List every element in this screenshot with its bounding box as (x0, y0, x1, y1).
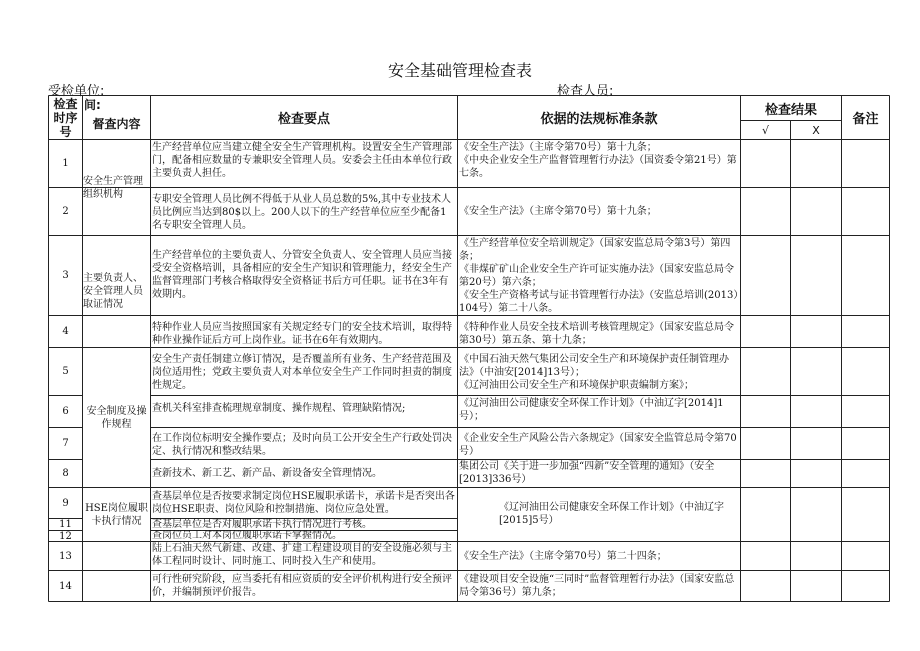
row-number: 7 (62, 438, 69, 449)
row-points: 查机关科室排查梳理规章制度、操作规程、管理缺陷情况; (152, 403, 406, 414)
row-points: 安全生产责任制建立修订情况，是否覆盖所有业务、生产经营范围及岗位适用性；党政主要负责人对本单位安全生产工作同时担责的制度性规定。 (152, 354, 452, 391)
row-basis: 《中国石油天然气集团公司安全生产和环境保护责任制管理办法》（中油安[2014]13号）； 《辽河油田公司安全生产和环境保护职责编制方案》； (459, 354, 729, 391)
header-seq-line1: 检查 (53, 96, 78, 111)
row-basis: 《安全生产法》（主席令第70号）第十九条； (459, 206, 657, 217)
row-number: 6 (62, 406, 69, 417)
header-basis: 依据的法规标准条款 (540, 112, 658, 127)
header-result: 检查结果 (764, 102, 817, 118)
inspected-unit-label: 受检单位: (48, 84, 105, 99)
row-number: 12 (59, 531, 72, 541)
group-content: HSE岗位履职卡执行情况 (85, 502, 148, 527)
row-points: 可行性研究阶段，应当委托有相应资质的安全评价机构进行安全预评价，并编制预评价报告。 (152, 574, 452, 598)
header-result-no: X (812, 123, 820, 137)
row-points: 生产经营单位的主要负责人、分管安全负责人、安全管理人员应当接受安全资格培训，具备相应的安全生产知识和管理能力，经安全生产监督管理部门考核合格取得安全资格证书后方可任职。证书在3年有效期内。 (152, 250, 452, 300)
row-points: 在工作岗位标明安全操作要点；及时向员工公开安全生产行政处罚决定、执行情况和整改结果。 (152, 433, 452, 457)
row-points: 查岗位员工对本岗位履职承诺卡掌握情况。 (152, 530, 342, 541)
row-basis: 《辽河油田公司健康安全环保工作计划》（中油辽字[2014]1号）； (459, 398, 724, 422)
row-points: 查基层单位是否按要求制定岗位HSE履职承诺卡，承诺卡是否突出各岗位HSE职责、岗位风险和控制措施、岗位应急处置。 (152, 491, 455, 515)
header-seq-line3: 号 (59, 124, 72, 139)
header-result-yes: √ (761, 123, 769, 137)
inspector-label: 检查人员: (557, 84, 614, 99)
header-points: 检查要点 (277, 112, 330, 127)
header-seq-line2: 时序 (53, 110, 78, 125)
row-basis: 《特种作业人员安全技术培训考核管理规定》（国家安监总局令第30号）第五条、第十九条； (459, 322, 734, 346)
row-number: 4 (62, 326, 69, 337)
row-points: 专职安全管理人员比例不得低于从业人员总数的5%,其中专业技术人员比例应当达到80$以上。200人以下的生产经营单位应至少配备1名专职安全管理人员。 (152, 194, 452, 231)
row-number: 3 (62, 270, 69, 281)
row-points: 查新技术、新工艺、新产品、新设备安全管理情况。 (152, 468, 382, 479)
header-remark: 备注 (852, 112, 879, 127)
row-number: 14 (59, 580, 72, 592)
row-number: 8 (62, 468, 69, 479)
row-number: 13 (59, 550, 72, 562)
document-title: 安全基础管理检查表 (387, 61, 532, 80)
row-basis: 《安全生产法》（主席令第70号）第二十四条； (459, 550, 667, 562)
header-content: 督查内容 (92, 116, 141, 131)
row-basis: 《生产经营单位安全培训规定》（国家安监总局令第3号）第四条； 《非煤矿矿山企业安全生产许可证实施办法》（国家安监总局令第20号）第六条； 《安全生产资格考试与证书管理暂行办法》（安监总培训(2013）104号）第二十八条。 (459, 238, 739, 314)
row-number: 11 (59, 519, 72, 530)
row-number: 9 (62, 497, 69, 509)
group-content: 安全制度及操作规程 (86, 405, 147, 430)
row-number: 1 (62, 158, 69, 169)
group-content: 主要负责人、安全管理人员取证情况 (83, 273, 143, 310)
header-time: 间: (84, 97, 101, 112)
header-seq (49, 96, 82, 139)
row-basis: 《建设项目安全设施“三同时”监督管理暂行办法》（国家安监总局令第36号）第九条； (459, 574, 735, 598)
row-basis: 《安全生产法》（主席令第70号）第十九条； 《中央企业安全生产监督管理暂行办法》（国资委令第21号）第七条。 (459, 142, 737, 179)
row-points: 查基层单位是否对履职承诺卡执行情况进行考核。 (152, 518, 372, 530)
row-points: 生产经营单位应当建立健全安全生产管理机构。设置安全生产管理部门，配备相应数量的专兼职安全管理人员。安委会主任由本单位行政主要负责人担任。 (152, 142, 452, 179)
row-basis: 集团公司《关于进一步加强“四新”安全管理的通知》（安全[2013]336号） (459, 461, 715, 485)
row-basis: 《企业安全生产风险公告六条规定》（国家安全监管总局令第70号） (459, 433, 737, 457)
row-number: 5 (62, 366, 69, 377)
row-basis: 《辽河油田公司健康安全环保工作计划》（中油辽字[2015]5号） (499, 502, 724, 526)
row-points: 特种作业人员应当按照国家有关规定经专门的安全技术培训，取得特种作业操作证后方可上岗作业。证书在6年有效期内。 (152, 322, 452, 346)
group-content: 安全生产管理组织机构 (83, 175, 143, 200)
row-number: 2 (62, 206, 69, 217)
row-points: 陆上石油天然气新建、改建、扩建工程建设项目的安全设施必须与主体工程同时设计、同时施工、同时投入生产和使用。 (152, 543, 452, 567)
